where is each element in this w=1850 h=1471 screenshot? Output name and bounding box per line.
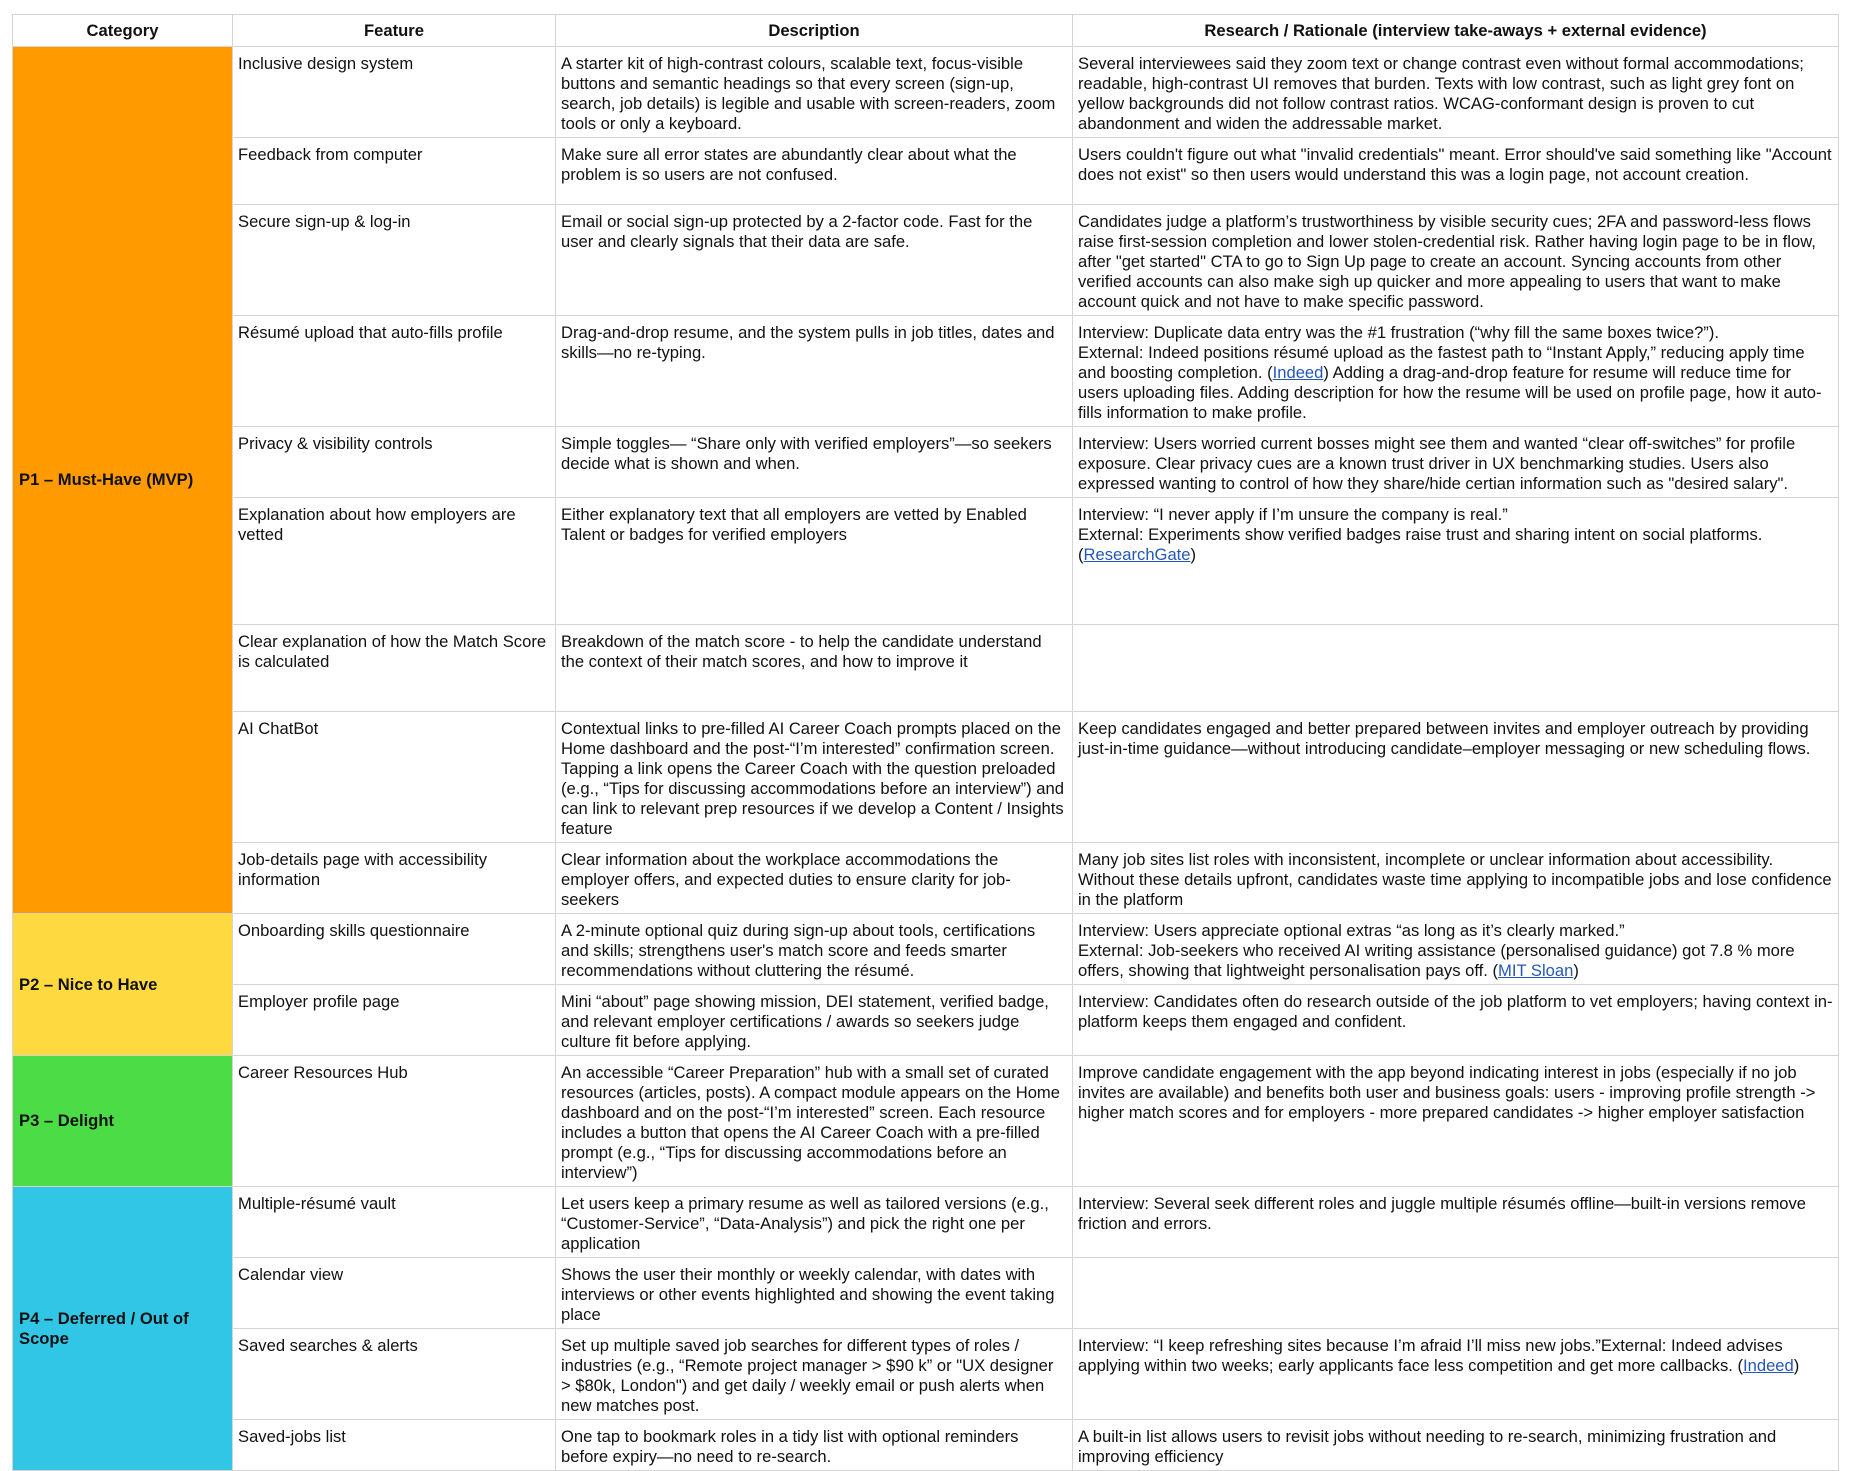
header-category: Category xyxy=(13,15,233,47)
researchgate-link[interactable]: ResearchGate xyxy=(1083,545,1191,564)
header-description: Description xyxy=(556,15,1073,47)
description-cell: Breakdown of the match score - to help the candidate understand the context of their match scores, and how to improve it xyxy=(556,625,1073,712)
table-row xyxy=(13,914,1839,985)
feature-cell: Career Resources Hub xyxy=(233,1056,556,1187)
table-row xyxy=(13,47,1839,138)
priority-table-container xyxy=(12,14,1838,1471)
research-line: ) xyxy=(1190,545,1197,564)
research-cell: Several interviewees said they zoom text or change contrast even without formal accommodations; readable, high-contrast UI removes that burden. Texts with low contrast, such as light grey font on yellow backgrounds did not follow contrast ratios. WCAG-conformant design is proven to cut abandonment and widen the addressable market. xyxy=(1073,47,1839,138)
feature-cell: Job-details page with accessibility information xyxy=(233,843,556,914)
table-row xyxy=(13,1258,1839,1329)
table-row xyxy=(13,498,1839,625)
table-row xyxy=(13,1329,1839,1420)
table-row xyxy=(13,138,1839,205)
feature-cell: Explanation about how employers are vetted xyxy=(233,498,556,625)
research-cell: Users couldn't figure out what "invalid credentials" meant. Error should've said something like "Account does not exist" so then users would understand this was a login page, not account creation. xyxy=(1073,138,1839,205)
category-p2: P2 – Nice to Have xyxy=(13,914,233,1056)
research-line: Interview: Users appreciate optional extras “as long as it’s clearly marked.” xyxy=(1078,921,1625,940)
indeed-link[interactable]: Indeed xyxy=(1272,363,1324,382)
feature-cell: Employer profile page xyxy=(233,985,556,1056)
feature-cell: Multiple-résumé vault xyxy=(233,1187,556,1258)
research-cell: Many job sites list roles with inconsistent, incomplete or unclear information about accessibility. Without these details upfront, candidates waste time applying to incompatible jobs and lose confidence in the platform xyxy=(1073,843,1839,914)
category-p3: P3 – Delight xyxy=(13,1056,233,1187)
description-cell: Let users keep a primary resume as well as tailored versions (e.g., “Customer-Service”, “Data-Analysis”) and pick the right one per application xyxy=(556,1187,1073,1258)
table-row xyxy=(13,1187,1839,1258)
research-line: ) xyxy=(1573,961,1579,980)
feature-cell: Privacy & visibility controls xyxy=(233,427,556,498)
table-row xyxy=(13,843,1839,914)
research-line: Interview: Duplicate data entry was the #1 frustration (“why fill the same boxes twice?”). xyxy=(1078,323,1719,342)
table-row xyxy=(13,625,1839,712)
research-line: External: Experiments show verified badges raise trust and sharing intent on social platforms. ( xyxy=(1078,525,1763,564)
research-cell: A built-in list allows users to revisit jobs without needing to re-search, minimizing frustration and improving efficiency xyxy=(1073,1420,1839,1471)
feature-cell: Onboarding skills questionnaire xyxy=(233,914,556,985)
table-row xyxy=(13,205,1839,316)
table-row xyxy=(13,427,1839,498)
research-cell xyxy=(1073,625,1839,712)
description-cell: Make sure all error states are abundantly clear about what the problem is so users are not confused. xyxy=(556,138,1073,205)
description-cell: An accessible “Career Preparation” hub with a small set of curated resources (articles, posts). A compact module appears on the Home dashboard and on the post-“I’m interested” screen. Each resource includes a button that opens the AI Career Coach with a pre-filled prompt (e.g., “Tips for discussing accommodations before an interview”) xyxy=(556,1056,1073,1187)
table-row xyxy=(13,985,1839,1056)
description-cell: Shows the user their monthly or weekly calendar, with dates with interviews or other events highlighted and showing the event taking place xyxy=(556,1258,1073,1329)
feature-cell: Inclusive design system xyxy=(233,47,556,138)
description-cell: Mini “about” page showing mission, DEI statement, verified badge, and relevant employer certifications / awards so seekers judge culture fit before applying. xyxy=(556,985,1073,1056)
research-cell xyxy=(1073,316,1839,427)
table-row xyxy=(13,712,1839,843)
feature-cell: Résumé upload that auto-fills profile xyxy=(233,316,556,427)
feature-cell: Feedback from computer xyxy=(233,138,556,205)
description-cell: A 2-minute optional quiz during sign-up about tools, certifications and skills; strengthens user's match score and feeds smarter recommendations without cluttering the résumé. xyxy=(556,914,1073,985)
description-cell: A starter kit of high-contrast colours, scalable text, focus-visible buttons and semantic headings so that every screen (sign-up, search, job details) is legible and usable with screen-readers, zoom tools or only a keyboard. xyxy=(556,47,1073,138)
research-cell: Improve candidate engagement with the app beyond indicating interest in jobs (especially if no job invites are available) and benefits both user and business goals: users - improving profile strength -> higher match scores and for employers - more prepared candidates -> higher employer satisfaction xyxy=(1073,1056,1839,1187)
header-research: Research / Rationale (interview take-aways + external evidence) xyxy=(1073,15,1839,47)
feature-cell: AI ChatBot xyxy=(233,712,556,843)
category-p4: P4 – Deferred / Out of Scope xyxy=(13,1187,233,1471)
feature-cell: Clear explanation of how the Match Score is calculated xyxy=(233,625,556,712)
description-cell: Clear information about the workplace accommodations the employer offers, and expected duties to ensure clarity for job-seekers xyxy=(556,843,1073,914)
feature-cell: Calendar view xyxy=(233,1258,556,1329)
category-p1: P1 – Must-Have (MVP) xyxy=(13,47,233,914)
research-cell xyxy=(1073,1329,1839,1420)
research-cell: Interview: Candidates often do research outside of the job platform to vet employers; having context in-platform keeps them engaged and confident. xyxy=(1073,985,1839,1056)
research-line: External: Job-seekers who received AI writing assistance (personalised guidance) got 7.8 % more offers, showing that lightweight personalisation pays off. ( xyxy=(1078,941,1795,980)
feature-cell: Saved searches & alerts xyxy=(233,1329,556,1420)
description-cell: Drag-and-drop resume, and the system pulls in job titles, dates and skills—no re-typing. xyxy=(556,316,1073,427)
description-cell: One tap to bookmark roles in a tidy list with optional reminders before expiry—no need to re-search. xyxy=(556,1420,1073,1471)
research-cell: Keep candidates engaged and better prepared between invites and employer outreach by providing just-in-time guidance—without introducing candidate–employer messaging or new scheduling flows. xyxy=(1073,712,1839,843)
table-row xyxy=(13,1420,1839,1471)
description-cell: Either explanatory text that all employers are vetted by Enabled Talent or badges for verified employers xyxy=(556,498,1073,625)
description-cell: Simple toggles— “Share only with verified employers”—so seekers decide what is shown and when. xyxy=(556,427,1073,498)
research-cell: Candidates judge a platform’s trustworthiness by visible security cues; 2FA and password-less flows raise first-session completion and lower stolen-credential risk. Rather having login page to be in flow, after "get started" CTA to go to Sign Up page to create an account. Syncing accounts from other verified accounts can also make sigh up quicker and more appealing to users that want to make account quick and not have to make specific password. xyxy=(1073,205,1839,316)
research-cell: Interview: Several seek different roles and juggle multiple résumés offline—built-in versions remove friction and errors. xyxy=(1073,1187,1839,1258)
feature-priority-table xyxy=(12,14,1839,1471)
description-cell: Email or social sign-up protected by a 2-factor code. Fast for the user and clearly signals that their data are safe. xyxy=(556,205,1073,316)
research-line: Interview: “I never apply if I’m unsure the company is real.” xyxy=(1078,505,1508,524)
research-line: External: Indeed positions résumé upload as the fastest path to “Instant Apply,” reducing apply time and boosting completion. ( xyxy=(1078,343,1805,382)
research-cell xyxy=(1073,498,1839,625)
feature-cell: Saved-jobs list xyxy=(233,1420,556,1471)
indeed-link[interactable]: Indeed xyxy=(1743,1356,1794,1375)
research-cell xyxy=(1073,1258,1839,1329)
research-line: ) xyxy=(1793,1356,1800,1375)
header-feature: Feature xyxy=(233,15,556,47)
header-row xyxy=(13,15,1839,47)
research-line: ) Adding a drag-and-drop feature for resume will reduce time for users uploading files. Adding description for how the resume will be used on profile page, how it auto-fills information to make profile. xyxy=(1078,363,1822,422)
feature-cell: Secure sign-up & log-in xyxy=(233,205,556,316)
research-line: Interview: “I keep refreshing sites because I’m afraid I’ll miss new jobs.”External: Indeed advises applying within two weeks; early applicants face less competition and get more callbacks. ( xyxy=(1078,1336,1783,1375)
table-row xyxy=(13,1056,1839,1187)
description-cell: Contextual links to pre-filled AI Career Coach prompts placed on the Home dashboard and the post-“I’m interested” confirmation screen. Tapping a link opens the Career Coach with the question preloaded (e.g., “Tips for discussing accommodations before an interview”) and can link to relevant prep resources if we develop a Content / Insights feature xyxy=(556,712,1073,843)
research-cell: Interview: Users worried current bosses might see them and wanted “clear off-switches” for profile exposure. Clear privacy cues are a known trust driver in UX benchmarking studies. Users also expressed wanting to control of how they share/hide certian information such as "desired salary". xyxy=(1073,427,1839,498)
description-cell: Set up multiple saved job searches for different types of roles / industries (e.g., “Remote project manager > $90 k” or "UX designer > $80k, London") and get daily / weekly email or push alerts when new matches post. xyxy=(556,1329,1073,1420)
mit-sloan-link[interactable]: MIT Sloan xyxy=(1498,961,1574,980)
research-cell xyxy=(1073,914,1839,985)
table-row xyxy=(13,316,1839,427)
